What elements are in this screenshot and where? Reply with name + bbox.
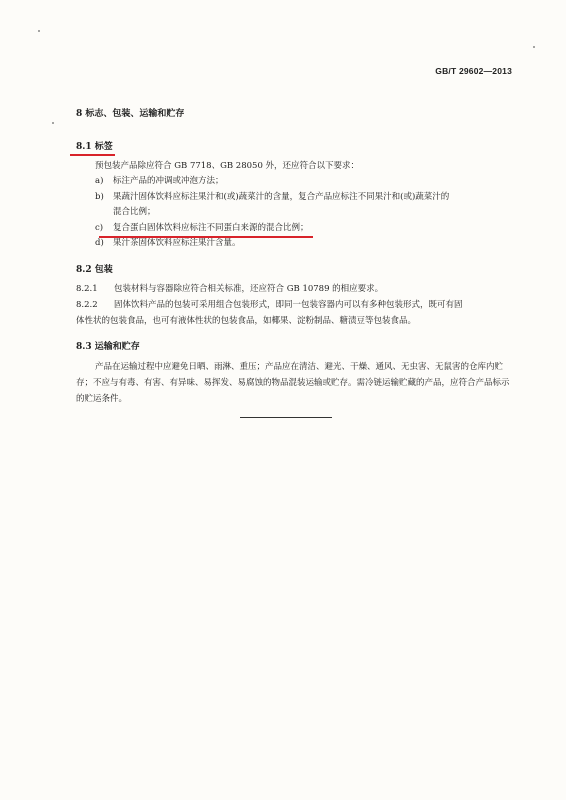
document-body bbox=[76, 108, 514, 407]
section-8-1-heading: 8.1 标签 bbox=[76, 142, 113, 152]
list-marker: b) bbox=[95, 191, 104, 202]
list-marker: d) bbox=[95, 238, 104, 248]
clause-8-2-2-continuation: 体性状的包装食品，也可有液体性状的包装食品，如椰果、淀粉制品、糖渍豆等包装食品。 bbox=[76, 315, 417, 326]
list-item bbox=[76, 190, 514, 206]
section-8-3-text: 产品在运输过程中应避免日晒、雨淋、重压；产品应在清洁、避光、干燥、通风、无虫害、无鼠害的仓库内贮存；不应与有毒、有害、有异味、易挥发、易腐蚀的物品混装运输或贮存。需冷链运输贮藏的产品，应符合产品标示的贮运条件。 bbox=[76, 361, 510, 404]
list-item-text: 标注产品的冲调或冲泡方法； bbox=[113, 176, 224, 186]
scan-speck bbox=[52, 122, 54, 124]
list-item-text-cont: 混合比例； bbox=[113, 207, 156, 217]
list-item bbox=[76, 236, 514, 252]
section-8-1-intro: 预包装产品除应符合 GB 7718、GB 28050 外，还应符合以下要求： bbox=[95, 161, 360, 171]
list-item bbox=[76, 174, 514, 190]
clause-number: 8.2.2 bbox=[76, 299, 98, 310]
list-marker: c) bbox=[95, 222, 104, 233]
scan-speck bbox=[533, 46, 535, 48]
highlighted-list-item-text: 复合蛋白固体饮料应标注不同蛋白来源的混合比例； bbox=[113, 221, 309, 237]
list-marker: a) bbox=[95, 176, 104, 186]
section-8-2-heading: 8.2 包装 bbox=[76, 264, 113, 275]
clause-text: 固体饮料产品的包装可采用组合包装形式，即同一包装容器内可以有多种包装形式，既可有固 bbox=[114, 299, 463, 310]
clause-number: 8.2.1 bbox=[76, 283, 98, 294]
section-8-heading: 8 标志、包装、运输和贮存 bbox=[76, 109, 185, 119]
end-of-document-rule bbox=[240, 417, 332, 418]
labeling-requirements-list bbox=[76, 174, 514, 252]
list-item bbox=[76, 221, 514, 237]
list-item-continuation bbox=[76, 205, 514, 221]
list-item-text: 果蔬汁固体饮料应标注果汁和(或)蔬菜汁的含量，复合产品应标注不同果汁和(或)蔬菜汁的 bbox=[113, 191, 450, 202]
clause-text: 包装材料与容器除应符合相关标准，还应符合 GB 10789 的相应要求。 bbox=[114, 283, 384, 294]
section-8-3-heading: 8.3 运输和贮存 bbox=[76, 341, 140, 352]
standard-code: GB/T 29602—2013 bbox=[435, 66, 512, 76]
clause-8-2-2 bbox=[76, 297, 514, 313]
clause-8-2-1 bbox=[76, 281, 514, 297]
scan-speck bbox=[38, 30, 40, 32]
list-item-text: 果汁茶固体饮料应标注果汁含量。 bbox=[113, 238, 241, 248]
